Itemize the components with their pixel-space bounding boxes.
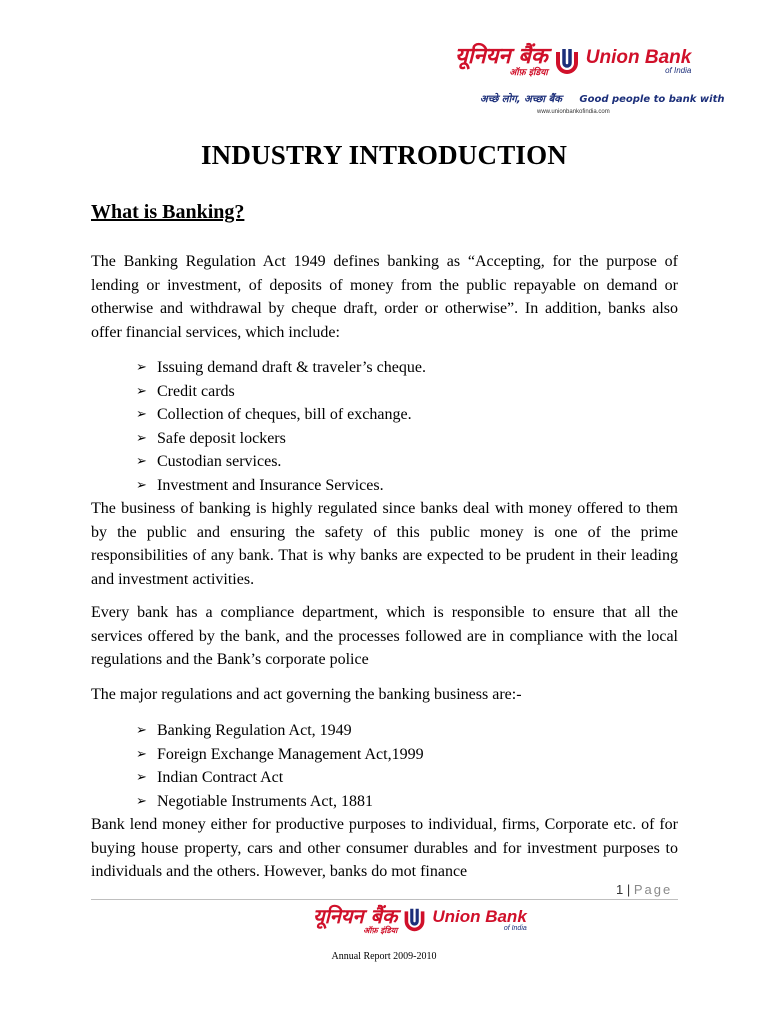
bank-website: www.unionbankofindia.com: [537, 109, 610, 115]
union-bank-emblem-icon: [401, 906, 428, 933]
list-item: ➢ Issuing demand draft & traveler’s cheque.: [136, 356, 678, 380]
logo-hindi-subtitle: ऑफ़ इंडिया: [363, 926, 398, 935]
list-item: ➢ Indian Contract Act: [136, 766, 678, 790]
logo-english-name: Union Bank: [585, 47, 692, 68]
regulations-block: [91, 719, 678, 884]
logo-hindi-name: यूनियन बैंक: [455, 44, 548, 69]
logo-english-subtitle: of India: [503, 925, 527, 932]
bank-slogan: [480, 91, 724, 105]
list-item: ➢ Banking Regulation Act, 1949: [136, 719, 678, 743]
list-item: ➢ Credit cards: [136, 380, 678, 404]
paragraph-definition: The Banking Regulation Act 1949 defines banking as “Accepting, for the purpose of lending or investment, of deposits of money from the public repayable on demand or otherwise and withdrawal by cheque draft, order or otherwise”. In addition, banks also offer financial services, which include:: [91, 253, 678, 341]
list-item: ➢ Custodian services.: [136, 450, 678, 474]
paragraph-regulations-intro: The major regulations and act governing the banking business are:-: [91, 686, 522, 703]
section-heading: What is Banking?: [91, 201, 245, 223]
union-bank-logo-footer: [313, 906, 527, 935]
union-bank-logo: [455, 46, 691, 78]
intro-block: [91, 250, 678, 344]
arrow-right-icon: ➢: [136, 723, 147, 738]
regulations-intro-block: [91, 683, 678, 707]
arrow-right-icon: ➢: [136, 360, 147, 375]
logo-english-subtitle: of India: [665, 66, 692, 75]
list-item: ➢ Foreign Exchange Management Act,1999: [136, 743, 678, 767]
services-list: [91, 356, 678, 497]
arrow-right-icon: ➢: [136, 793, 147, 809]
arrow-right-icon: ➢: [136, 746, 147, 762]
compliance-block: [91, 601, 678, 672]
list-item: ➢ Safe deposit lockers: [136, 427, 678, 451]
list-item: ➢ Collection of cheques, bill of exchange.: [136, 403, 678, 427]
slogan-english: Good people to bank with: [579, 94, 725, 105]
list-item: ➢ Negotiable Instruments Act, 1881: [136, 790, 678, 814]
arrow-right-icon: ➢: [136, 770, 147, 785]
page-number: 1 | Page: [616, 882, 673, 897]
arrow-right-icon: ➢: [136, 430, 147, 446]
footer-divider: [91, 899, 678, 900]
footer-text: Annual Report 2009-2010: [331, 951, 437, 962]
arrow-right-icon: ➢: [136, 407, 147, 422]
logo-hindi-name: यूनियन बैंक: [313, 904, 398, 928]
paragraph-lending: Bank lend money either for productive purposes to individual, firms, Corporate etc. of for buying house property, cars and other consumer durables and for investment purposes to individuals and the others. However, banks do mot finance: [91, 816, 678, 880]
arrow-right-icon: ➢: [136, 454, 147, 469]
logo-english-name: Union Bank: [432, 907, 527, 926]
list-item: ➢ Investment and Insurance Services.: [136, 474, 678, 498]
arrow-right-icon: ➢: [136, 477, 147, 493]
arrow-right-icon: ➢: [136, 383, 147, 399]
slogan-hindi: अच्छे लोग, अच्छा बैंक: [480, 94, 562, 105]
paragraph-compliance: Every bank has a compliance department, which is responsible to ensure that all the services offered by the bank, and the processes followed are in compliance with the local regulations and the Bank’s corporate police: [91, 604, 678, 668]
page-title: INDUSTRY INTRODUCTION: [200, 140, 568, 170]
paragraph-regulation: The business of banking is highly regulated since banks deal with money offered to them by the public and ensuring the safety of this public money is one of the prime responsibilities of any bank. That is why banks are expected to be prudent in their leading and investment activities.: [91, 500, 678, 588]
regulations-list: [91, 719, 678, 813]
services-block: [91, 356, 678, 591]
logo-hindi-subtitle: ऑफ़ इंडिया: [509, 68, 548, 78]
union-bank-emblem-icon: [552, 46, 582, 76]
